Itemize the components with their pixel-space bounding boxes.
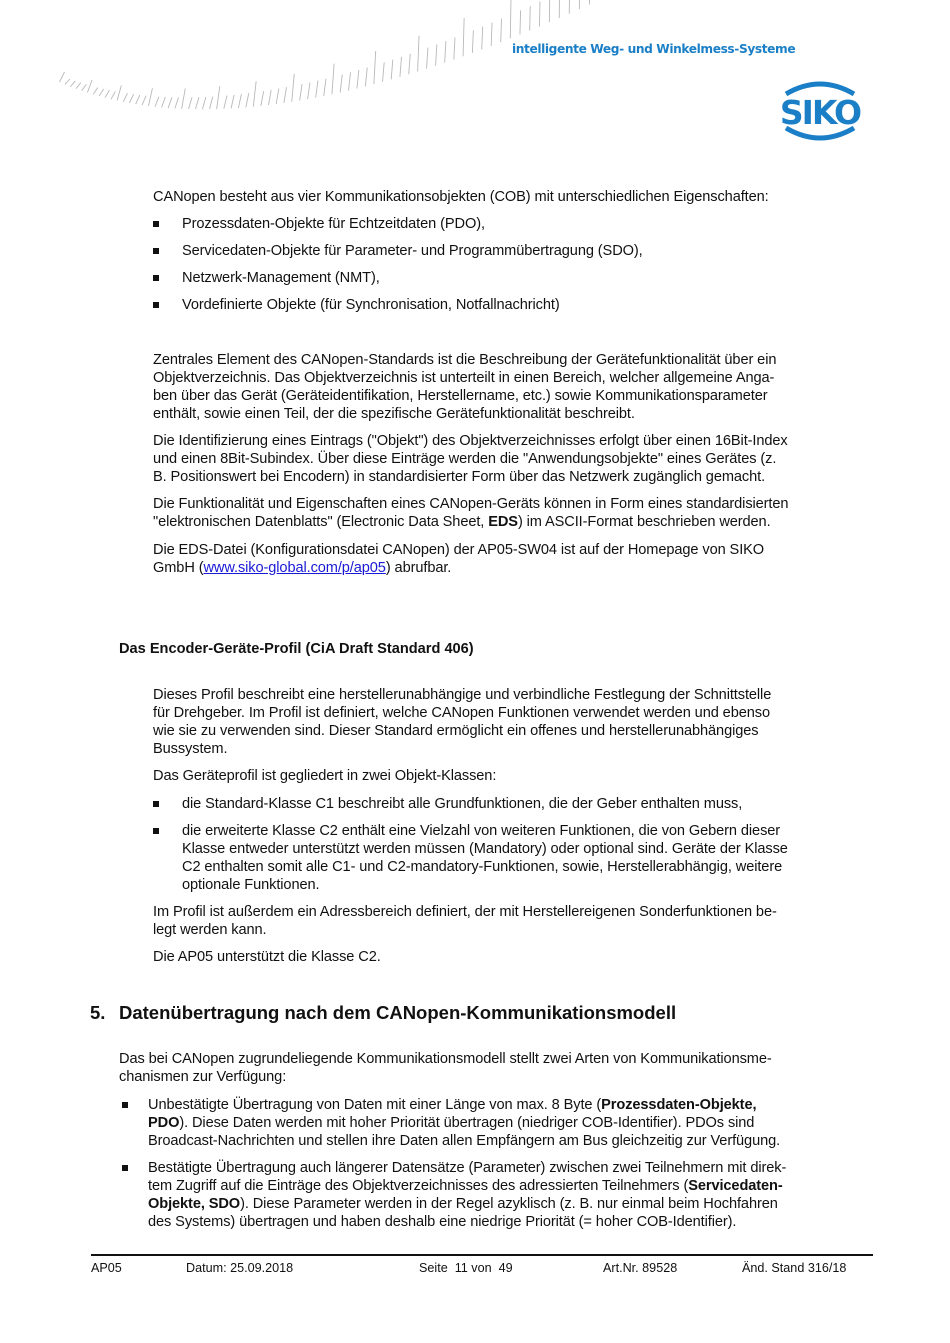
text-line: Zentrales Element des CANopen-Standards ist die Beschreibung der Gerätefunktionalität über ein — [153, 352, 777, 368]
footer-article-number: Art.Nr. 89528 — [603, 1261, 678, 1275]
bullet-icon — [153, 828, 159, 834]
svg-text:SIKO: SIKO — [779, 93, 861, 132]
text-line: Unbestätigte Übertragung von Daten mit einer Länge von max. 8 Byte (Prozessdaten-Objekte, — [148, 1097, 757, 1113]
footer-product: AP05 — [91, 1261, 122, 1275]
siko-homepage-link[interactable]: www.siko-global.com/p/ap05 — [203, 560, 386, 576]
siko-logo — [776, 80, 864, 142]
text-line: Die Identifizierung eines Eintrags ("Objekt") des Objektverzeichnisses erfolgt über einen 16Bit-Index — [153, 433, 788, 449]
text-line: für Drehgeber. Im Profil ist definiert, welche CANopen Funktionen verwendet werden und ebenso — [153, 705, 770, 721]
text-line: PDO). Diese Daten werden mit hoher Priorität übertragen (niedriger COB-Identifier). PDOs sind — [148, 1115, 755, 1131]
text-line: ben über das Gerät (Geräteidentifikation, Herstellername, etc.) sowie Kommunikationsparameter — [153, 388, 768, 404]
footer-revision: Änd. Stand 316/18 — [742, 1261, 847, 1275]
section-heading-encoder-profile: Das Encoder-Geräte-Profil (CiA Draft Standard 406) — [119, 641, 474, 657]
text-line: Das bei CANopen zugrundeliegende Kommunikationsmodell stellt zwei Arten von Kommunikationsme- — [119, 1051, 772, 1067]
text-line: Im Profil ist außerdem ein Adressbereich definiert, der mit Herstellereigenen Sonderfunktionen be- — [153, 904, 777, 920]
paragraph-ap05-class: Die AP05 unterstützt die Klasse C2. — [153, 949, 381, 965]
text-line: wie sie zu verwenden sind. Dieser Standard ermöglicht ein offenes und herstellerunabhängiges — [153, 723, 759, 739]
paragraph-eds-download — [153, 541, 865, 577]
footer-date: Datum: 25.09.2018 — [186, 1261, 294, 1275]
bullet-icon — [153, 248, 159, 254]
paragraph-object-directory — [153, 351, 865, 423]
text-line: optionale Funktionen. — [182, 877, 320, 893]
text-line: C2 enthalten somit alle C1- und C2-mandatory-Funktionen, sowie, Herstellerabhängig, weitere — [182, 859, 783, 875]
text-line: legt werden kann. — [153, 922, 267, 938]
company-tagline: intelligente Weg- und Winkelmess-Systeme — [512, 42, 796, 56]
text-line: Bestätigte Übertragung auch längerer Datensätze (Parameter) zwischen zwei Teilnehmern mit direk- — [148, 1160, 787, 1176]
text-line: die erweiterte Klasse C2 enthält eine Vielzahl von weiteren Funktionen, die von Gebern dieser — [182, 823, 781, 839]
paragraph-address-range — [153, 903, 865, 939]
bullet-icon — [153, 801, 159, 807]
bullet-icon — [153, 302, 159, 308]
text-line: Die Funktionalität und Eigenschaften eines CANopen-Geräts können in Form eines standardisierten — [153, 496, 789, 512]
footer-divider — [91, 1254, 873, 1256]
tick-arc-decoration — [0, 0, 620, 150]
text-line: Die EDS-Datei (Konfigurationsdatei CANopen) der AP05-SW04 ist auf der Homepage von SIKO — [153, 542, 765, 558]
cob-intro: CANopen besteht aus vier Kommunikationsobjekten (COB) mit unterschiedlichen Eigenschaften: — [153, 189, 769, 205]
text-line: GmbH (www.siko-global.com/p/ap05) abrufbar. — [153, 560, 452, 576]
text-line: Dieses Profil beschreibt eine herstellerunabhängige und verbindliche Festlegung der Schnittstelle — [153, 687, 772, 703]
text-line: des Systems) übertragen und haben deshalb eine niedrige Priorität (= hoher COB-Identifier). — [148, 1214, 737, 1230]
text-line: und einen 8Bit-Subindex. Über diese Einträge werden die "Anwendungsobjekte" eines Gerätes (z. — [153, 451, 777, 467]
text-line: enthält, sowie einen Teil, der die spezifische Gerätefunktionalität beschreibt. — [153, 406, 635, 422]
section-title: Datenübertragung nach dem CANopen-Kommunikationsmodell — [119, 1002, 677, 1023]
text-line: Klasse entweder unterstützt werden müssen (Mandatory) oder optional sind. Geräte der Klasse — [182, 841, 788, 857]
bullet-icon — [122, 1102, 128, 1108]
footer-page-number: Seite 11 von 49 — [419, 1261, 513, 1275]
eds-bold: EDS — [488, 514, 518, 530]
text-line: Bussystem. — [153, 741, 228, 757]
paragraph-comm-model — [119, 1050, 864, 1086]
bullet-icon — [153, 275, 159, 281]
paragraph-profile-description — [153, 686, 865, 758]
text-line: tem Zugriff auf die Einträge des Objektverzeichnisses des adressierten Teilnehmers (Servicedaten- — [148, 1178, 783, 1194]
paragraph-eds — [153, 495, 865, 531]
text-line: Objekte, SDO). Diese Parameter werden in der Regel azyklisch (z. B. nur einmal beim Hochfahren — [148, 1196, 778, 1212]
text-line: chanismen zur Verfügung: — [119, 1069, 287, 1085]
paragraph-identification — [153, 432, 865, 486]
bullet-icon — [153, 221, 159, 227]
text-line: Broadcast-Nachrichten und stellen ihre Daten allen Empfängern am Bus gleichzeitig zur Verfügung. — [148, 1133, 781, 1149]
bullet-icon — [122, 1165, 128, 1171]
paragraph-object-classes: Das Geräteprofil ist gegliedert in zwei Objekt-Klassen: — [153, 768, 497, 784]
text-line: "elektronischen Datenblatts" (Electronic Data Sheet, EDS) im ASCII-Format beschrieben werden. — [153, 514, 771, 530]
text-line: Objektverzeichnis. Das Objektverzeichnis ist unterteilt in einen Bereich, welcher allgemeine Anga- — [153, 370, 775, 386]
section-number: 5. — [90, 1002, 106, 1023]
text-line: B. Positionswert bei Encodern) in standardisierter Form über das Netzwerk zugänglich gemacht. — [153, 469, 766, 485]
section-heading-5 — [90, 1002, 676, 1024]
